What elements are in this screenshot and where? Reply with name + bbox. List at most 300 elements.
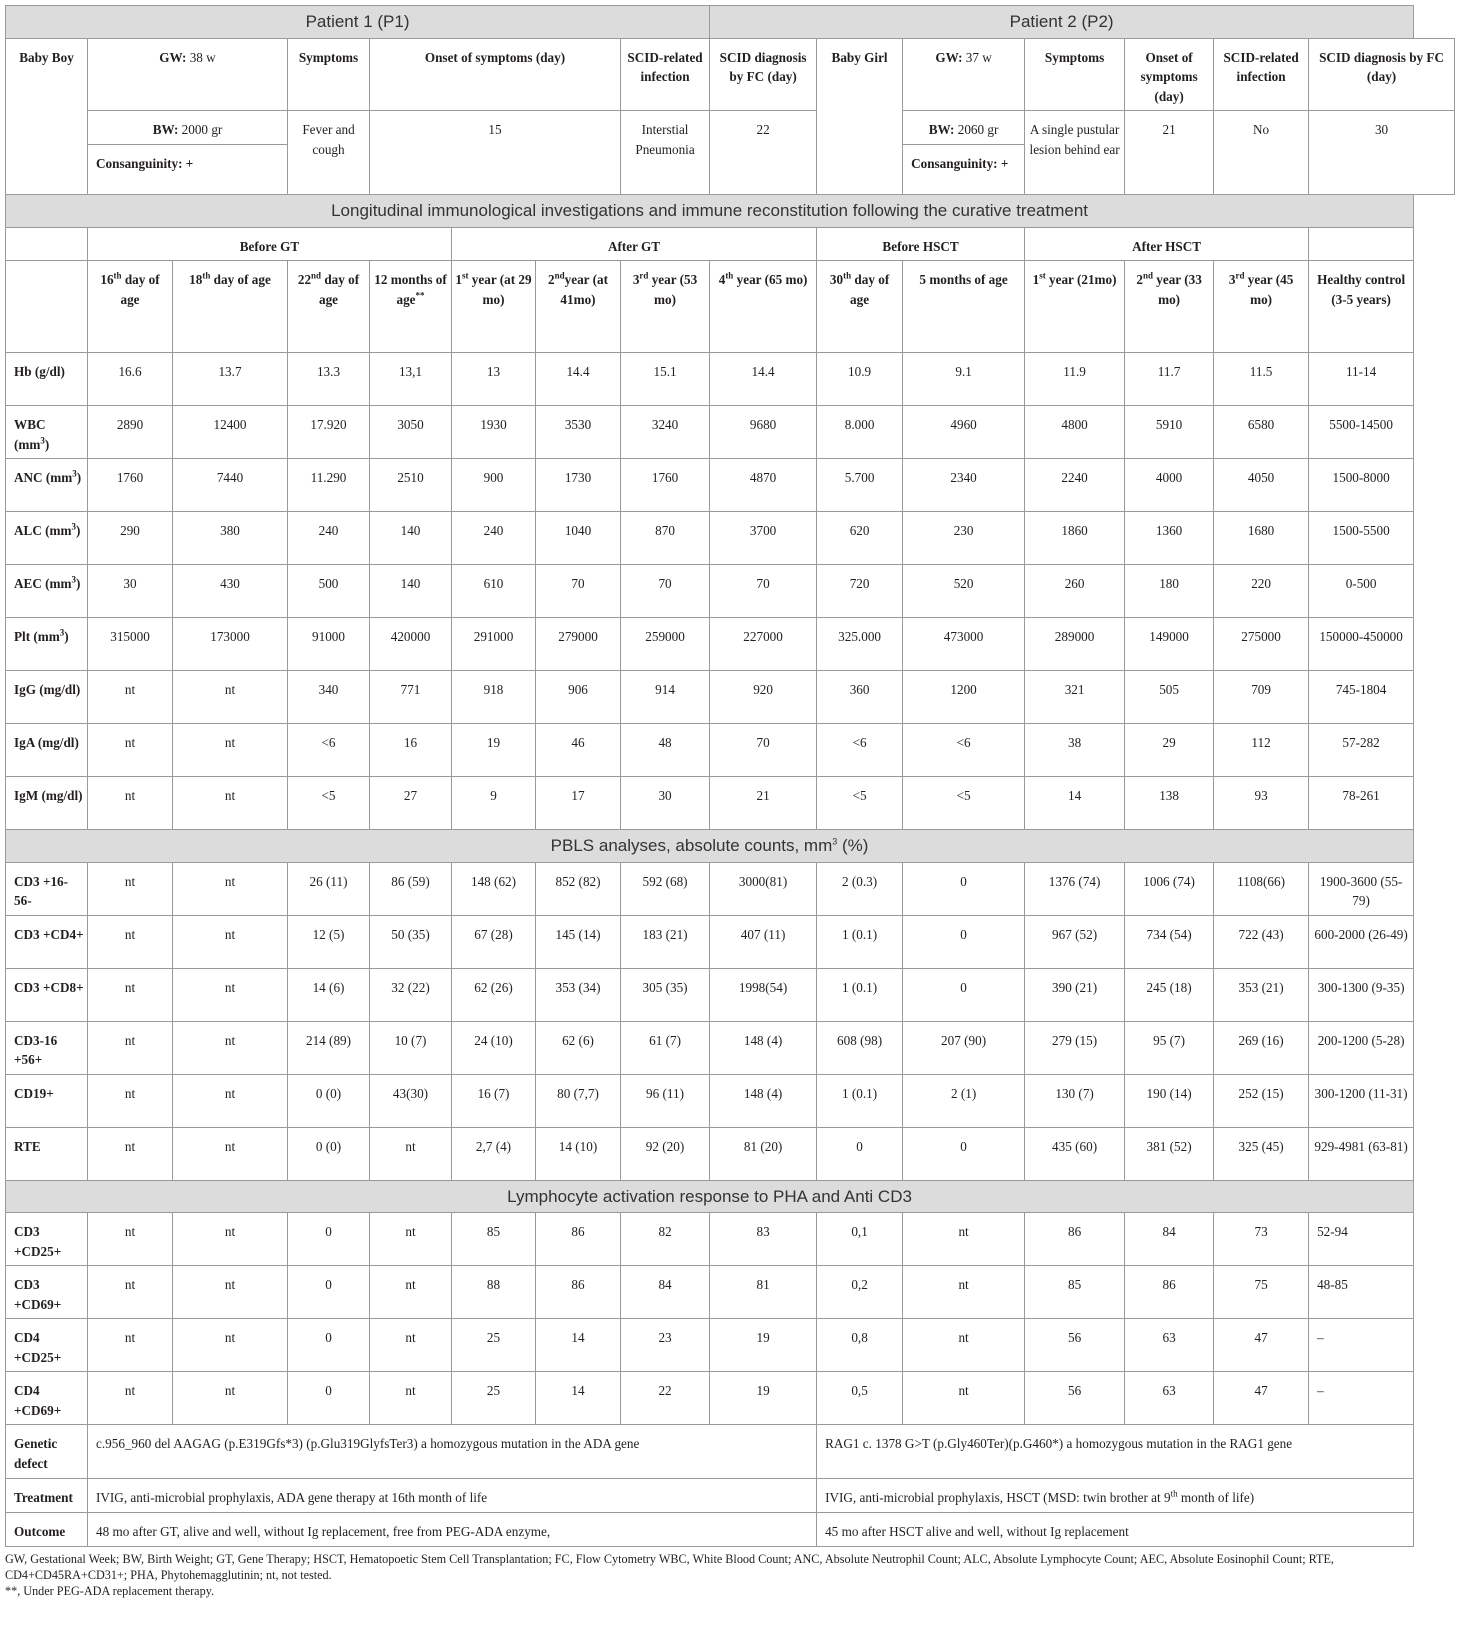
table-cell: nt — [173, 1074, 288, 1127]
table-cell: nt — [173, 1127, 288, 1180]
table-cell: nt — [88, 915, 173, 968]
table-cell: 4050 — [1214, 459, 1309, 512]
table-cell: 240 — [452, 512, 536, 565]
table-cell: 63 — [1125, 1372, 1214, 1425]
table-cell: 12400 — [173, 406, 288, 459]
table-cell: 2340 — [903, 459, 1025, 512]
lab-rows — [6, 353, 1455, 830]
table-cell: 56 — [1025, 1372, 1125, 1425]
row-label: CD3 +CD8+ — [6, 968, 88, 1021]
table-cell: 300-1200 (11-31) — [1309, 1074, 1414, 1127]
table-cell: 30 — [621, 777, 710, 830]
table-cell: 70 — [536, 565, 621, 618]
table-cell: 340 — [288, 671, 370, 724]
table-cell: 150000-450000 — [1309, 618, 1414, 671]
table-cell: 86 — [536, 1266, 621, 1319]
table-cell: 592 (68) — [621, 862, 710, 915]
p2-sex: Baby Girl — [817, 38, 903, 195]
table-cell: 920 — [710, 671, 817, 724]
treatment-p2: IVIG, anti-microbial prophylaxis, HSCT (MSD: twin brother at 9th month of life) — [817, 1479, 1414, 1513]
table-cell: 14 (10) — [536, 1127, 621, 1180]
p1-onset: 15 — [370, 111, 621, 195]
table-row — [6, 565, 1455, 618]
table-cell: 173000 — [173, 618, 288, 671]
table-cell: 148 (4) — [710, 1021, 817, 1074]
table-cell: nt — [903, 1319, 1025, 1372]
table-cell: 1500-5500 — [1309, 512, 1414, 565]
table-cell: 57-282 — [1309, 724, 1414, 777]
row-label: Hb (g/dl) — [6, 353, 88, 406]
table-cell: 967 (52) — [1025, 915, 1125, 968]
p2-infection: No — [1214, 111, 1309, 195]
table-cell: 3530 — [536, 406, 621, 459]
table-cell: 21 — [710, 777, 817, 830]
table-row — [6, 1213, 1455, 1266]
table-cell: 0,8 — [817, 1319, 903, 1372]
row-label: IgG (mg/dl) — [6, 671, 88, 724]
row-label: Plt $(mm^3)$ — [6, 618, 88, 671]
table-cell: 291000 — [452, 618, 536, 671]
table-cell: 24 (10) — [452, 1021, 536, 1074]
genetic-label: Genetic defect — [6, 1425, 88, 1479]
table-cell: 82 — [621, 1213, 710, 1266]
table-cell: 2240 — [1025, 459, 1125, 512]
table-cell: 745-1804 — [1309, 671, 1414, 724]
table-cell: nt — [173, 1319, 288, 1372]
table-cell: 85 — [1025, 1266, 1125, 1319]
table-cell: 0 (0) — [288, 1074, 370, 1127]
table-row — [6, 915, 1455, 968]
table-cell: 10 (7) — [370, 1021, 452, 1074]
table-cell: 325 (45) — [1214, 1127, 1309, 1180]
table-cell: 30 — [88, 565, 173, 618]
table-cell: 245 (18) — [1125, 968, 1214, 1021]
table-cell: 4960 — [903, 406, 1025, 459]
table-cell: 505 — [1125, 671, 1214, 724]
timepoint-10: 5 months of age — [903, 261, 1025, 353]
outcome-label: Outcome — [6, 1513, 88, 1547]
table-row — [6, 406, 1455, 459]
outcome-p2: 45 mo after HSCT alive and well, without Ig replacement — [817, 1513, 1414, 1547]
footnotes — [5, 1551, 1455, 1599]
patient-header-row — [6, 6, 1455, 39]
table-cell: 14 — [536, 1372, 621, 1425]
table-cell: nt — [173, 1372, 288, 1425]
table-cell: nt — [88, 671, 173, 724]
table-cell: nt — [370, 1372, 452, 1425]
table-cell: 390 (21) — [1025, 968, 1125, 1021]
timepoint-4: 12 months of age** — [370, 261, 452, 353]
table-cell: nt — [173, 862, 288, 915]
table-cell: 300-1300 (9-35) — [1309, 968, 1414, 1021]
patient2-header: Patient 2 (P2) — [710, 6, 1414, 39]
table-cell: 14 — [1025, 777, 1125, 830]
table-cell: 140 — [370, 565, 452, 618]
table-row — [6, 618, 1455, 671]
timepoint-2: 18th day of age — [173, 261, 288, 353]
table-cell: nt — [903, 1372, 1025, 1425]
table-cell: 47 — [1214, 1372, 1309, 1425]
p2-infection-header: SCID-related infection — [1214, 38, 1309, 111]
table-cell: 420000 — [370, 618, 452, 671]
table-cell: 11.290 — [288, 459, 370, 512]
table-cell: 353 (21) — [1214, 968, 1309, 1021]
table-cell: 353 (34) — [536, 968, 621, 1021]
table-cell: 3050 — [370, 406, 452, 459]
table-cell: 4870 — [710, 459, 817, 512]
table-cell: 88 — [452, 1266, 536, 1319]
table-cell: 11.9 — [1025, 353, 1125, 406]
table-cell: 230 — [903, 512, 1025, 565]
table-cell: 13,1 — [370, 353, 452, 406]
table-cell: 43(30) — [370, 1074, 452, 1127]
table-cell: nt — [173, 671, 288, 724]
section-longitudinal-title: Longitudinal immunological investigations and immune reconstitution following the curative treatment — [6, 195, 1414, 228]
p2-gw: GW: 37 w — [903, 38, 1025, 111]
table-cell: 0,2 — [817, 1266, 903, 1319]
row-label: WBC $(mm^3)$ — [6, 406, 88, 459]
table-cell: 3000(81) — [710, 862, 817, 915]
table-cell: 17 — [536, 777, 621, 830]
outcome-row — [6, 1513, 1455, 1547]
row-label: AEC $(mm^3)$ — [6, 565, 88, 618]
outcome-p1: 48 mo after GT, alive and well, without Ig replacement, free from PEG-ADA enzyme, — [88, 1513, 817, 1547]
table-cell: 70 — [710, 565, 817, 618]
p1-bw: BW: 2000 gr — [88, 111, 288, 145]
table-cell: 14.4 — [536, 353, 621, 406]
table-cell: 62 (26) — [452, 968, 536, 1021]
table-cell: 0,5 — [817, 1372, 903, 1425]
p1-gw: GW: 38 w — [88, 38, 288, 111]
row-label: CD4 +CD69+ — [6, 1372, 88, 1425]
treatment-row — [6, 1479, 1455, 1513]
table-cell: 1376 (74) — [1025, 862, 1125, 915]
table-cell: 9680 — [710, 406, 817, 459]
row-label: ANC $(mm^3)$ — [6, 459, 88, 512]
table-cell: 16.6 — [88, 353, 173, 406]
row-label: ALC $(mm^3)$ — [6, 512, 88, 565]
table-cell: nt — [903, 1266, 1025, 1319]
table-cell: 83 — [710, 1213, 817, 1266]
table-cell: 63 — [1125, 1319, 1214, 1372]
table-cell: 0 — [288, 1319, 370, 1372]
table-cell: 5500-14500 — [1309, 406, 1414, 459]
table-cell: 608 (98) — [817, 1021, 903, 1074]
table-cell: 0 — [288, 1213, 370, 1266]
table-row — [6, 1074, 1455, 1127]
table-cell: 1 (0.1) — [817, 968, 903, 1021]
table-cell: 275000 — [1214, 618, 1309, 671]
table-cell: 260 — [1025, 565, 1125, 618]
table-cell: 19 — [710, 1372, 817, 1425]
table-cell: 48 — [621, 724, 710, 777]
table-row — [6, 1021, 1455, 1074]
table-cell: 929-4981 (63-81) — [1309, 1127, 1414, 1180]
table-cell: 227000 — [710, 618, 817, 671]
table-cell: 38 — [1025, 724, 1125, 777]
table-cell: 500 — [288, 565, 370, 618]
table-cell: 214 (89) — [288, 1021, 370, 1074]
table-cell: 1040 — [536, 512, 621, 565]
table-cell: 22 — [621, 1372, 710, 1425]
row-label: IgA (mg/dl) — [6, 724, 88, 777]
treatment-label: Treatment — [6, 1479, 88, 1513]
table-cell: 1760 — [88, 459, 173, 512]
table-cell: 25 — [452, 1372, 536, 1425]
results-table — [5, 5, 1455, 1547]
section-pbls — [6, 830, 1455, 863]
table-cell: nt — [370, 1266, 452, 1319]
table-cell: 138 — [1125, 777, 1214, 830]
timepoint-12: 2nd year (33 mo) — [1125, 261, 1214, 353]
table-cell: 11-14 — [1309, 353, 1414, 406]
table-cell: 435 (60) — [1025, 1127, 1125, 1180]
table-row — [6, 459, 1455, 512]
row-label: RTE — [6, 1127, 88, 1180]
table-cell: 29 — [1125, 724, 1214, 777]
footnote-abbreviations: GW, Gestational Week; BW, Birth Weight; GT, Gene Therapy; HSCT, Hematopoetic Stem Cell Transplantation; FC, Flow Cytometry WBC, White Blood Count; ANC, Absolute Neutrophil Count; ALC, Absolute Lymphocyte Count; AEC, Absolute Eosinophil Count; RTE, CD4+CD45RA+CD31+; PHA, Phytohemagglutinin; nt, not tested. — [5, 1552, 1334, 1582]
table-cell: 906 — [536, 671, 621, 724]
table-cell: 48-85 — [1309, 1266, 1414, 1319]
table-cell: 620 — [817, 512, 903, 565]
table-cell: 5.700 — [817, 459, 903, 512]
table-cell: <5 — [288, 777, 370, 830]
table-cell: 8.000 — [817, 406, 903, 459]
table-cell: 200-1200 (5-28) — [1309, 1021, 1414, 1074]
table-cell: 0 — [903, 1127, 1025, 1180]
table-cell: 86 — [536, 1213, 621, 1266]
table-cell: 27 — [370, 777, 452, 830]
genetic-row — [6, 1425, 1455, 1479]
table-cell: nt — [370, 1213, 452, 1266]
table-cell: 380 — [173, 512, 288, 565]
table-cell: 1500-8000 — [1309, 459, 1414, 512]
table-cell: 2,7 (4) — [452, 1127, 536, 1180]
table-cell: 289000 — [1025, 618, 1125, 671]
table-cell: 11.5 — [1214, 353, 1309, 406]
p2-diagnosis-header: SCID diagnosis by FC (day) — [1309, 38, 1455, 111]
table-cell: 0 — [288, 1372, 370, 1425]
table-cell: 1680 — [1214, 512, 1309, 565]
table-cell: 259000 — [621, 618, 710, 671]
table-cell: 315000 — [88, 618, 173, 671]
table-cell: 46 — [536, 724, 621, 777]
table-cell: 9.1 — [903, 353, 1025, 406]
group-after-hsct: After HSCT — [1025, 227, 1309, 261]
table-cell: 16 (7) — [452, 1074, 536, 1127]
table-cell: 9 — [452, 777, 536, 830]
table-cell: 86 — [1025, 1213, 1125, 1266]
table-cell: 0-500 — [1309, 565, 1414, 618]
row-label: CD3 +16-56- — [6, 862, 88, 915]
p1-diagnosis: 22 — [710, 111, 817, 195]
table-cell: 52-94 — [1309, 1213, 1414, 1266]
table-cell: 67 (28) — [452, 915, 536, 968]
table-row — [6, 724, 1455, 777]
table-cell: 190 (14) — [1125, 1074, 1214, 1127]
table-cell: 269 (16) — [1214, 1021, 1309, 1074]
table-cell: 1360 — [1125, 512, 1214, 565]
table-cell: 7440 — [173, 459, 288, 512]
table-row — [6, 1266, 1455, 1319]
table-cell: 32 (22) — [370, 968, 452, 1021]
table-cell: 14 (6) — [288, 968, 370, 1021]
p1-infection: Interstial Pneumonia — [621, 111, 710, 195]
table-cell: 1 (0.1) — [817, 915, 903, 968]
table-cell: 1730 — [536, 459, 621, 512]
table-cell: nt — [88, 1074, 173, 1127]
table-cell: 0 (0) — [288, 1127, 370, 1180]
row-label: CD19+ — [6, 1074, 88, 1127]
p1-sex: Baby Boy — [6, 38, 88, 195]
timepoint-6: 2ndyear (at 41mo) — [536, 261, 621, 353]
table-cell: 1900-3600 (55-79) — [1309, 862, 1414, 915]
timepoint-7: 3rd year (53 mo) — [621, 261, 710, 353]
table-cell: 86 (59) — [370, 862, 452, 915]
demographics-values-row — [6, 111, 1455, 145]
p1-symptoms: Fever and cough — [288, 111, 370, 195]
table-cell: 26 (11) — [288, 862, 370, 915]
p1-onset-header: Onset of symptoms (day) — [370, 38, 621, 111]
table-cell: 25 — [452, 1319, 536, 1372]
table-cell: 148 (4) — [710, 1074, 817, 1127]
table-row — [6, 1127, 1455, 1180]
table-cell: 95 (7) — [1125, 1021, 1214, 1074]
timepoint-8: 4th year (65 mo) — [710, 261, 817, 353]
p1-consanguinity: Consanguinity: + — [88, 145, 288, 195]
table-cell: 1998(54) — [710, 968, 817, 1021]
table-cell: nt — [173, 968, 288, 1021]
table-cell: 610 — [452, 565, 536, 618]
table-cell: nt — [370, 1319, 452, 1372]
table-cell: 279 (15) — [1025, 1021, 1125, 1074]
genetic-p2: RAG1 c. 1378 G>T (p.Gly460Ter)(p.G460*) a homozygous mutation in the RAG1 gene — [817, 1425, 1414, 1479]
footnote-peg-ada: **, Under PEG-ADA replacement therapy. — [5, 1584, 215, 1598]
table-cell: 4000 — [1125, 459, 1214, 512]
table-cell: 80 (7,7) — [536, 1074, 621, 1127]
p1-symptoms-header: Symptoms — [288, 38, 370, 111]
table-cell: 70 — [621, 565, 710, 618]
table-cell: 0,1 — [817, 1213, 903, 1266]
table-row — [6, 671, 1455, 724]
table-cell: 148 (62) — [452, 862, 536, 915]
table-cell: 3700 — [710, 512, 817, 565]
patient1-header: Patient 1 (P1) — [6, 6, 710, 39]
table-cell: 3240 — [621, 406, 710, 459]
table-cell: nt — [173, 724, 288, 777]
table-cell: nt — [370, 1127, 452, 1180]
table-cell: 180 — [1125, 565, 1214, 618]
table-cell: 430 — [173, 565, 288, 618]
group-spacer — [6, 227, 88, 261]
table-cell: – — [1309, 1372, 1414, 1425]
row-label: CD3 +CD25+ — [6, 1213, 88, 1266]
section-lymph-title: Lymphocyte activation response to PHA and Anti CD3 — [6, 1180, 1414, 1213]
table-cell: <5 — [817, 777, 903, 830]
table-cell: 1108(66) — [1214, 862, 1309, 915]
timepoint-spacer — [6, 261, 88, 353]
table-cell: <6 — [288, 724, 370, 777]
table-cell: 2890 — [88, 406, 173, 459]
table-row — [6, 862, 1455, 915]
row-label: CD4 +CD25+ — [6, 1319, 88, 1372]
table-cell: 17.920 — [288, 406, 370, 459]
table-cell: 91000 — [288, 618, 370, 671]
table-cell: nt — [88, 1266, 173, 1319]
row-label: IgM (mg/dl) — [6, 777, 88, 830]
p1-infection-header: SCID-related infection — [621, 38, 710, 111]
table-cell: 149000 — [1125, 618, 1214, 671]
table-cell: 0 — [817, 1127, 903, 1180]
table-cell: 1760 — [621, 459, 710, 512]
table-cell: 722 (43) — [1214, 915, 1309, 968]
table-cell: 145 (14) — [536, 915, 621, 968]
table-cell: 870 — [621, 512, 710, 565]
group-after-gt: After GT — [452, 227, 817, 261]
timepoint-row — [6, 261, 1455, 353]
row-label: CD3 +CD69+ — [6, 1266, 88, 1319]
table-row — [6, 968, 1455, 1021]
table-cell: 73 — [1214, 1213, 1309, 1266]
table-cell: nt — [88, 968, 173, 1021]
pbls-rows — [6, 862, 1455, 1180]
table-cell: 2 (1) — [903, 1074, 1025, 1127]
table-cell: 4800 — [1025, 406, 1125, 459]
table-row — [6, 777, 1455, 830]
group-header-row — [6, 227, 1455, 261]
table-cell: 240 — [288, 512, 370, 565]
timepoint-13: 3rd year (45 mo) — [1214, 261, 1309, 353]
table-cell: 81 — [710, 1266, 817, 1319]
table-cell: 771 — [370, 671, 452, 724]
p1-diagnosis-header: SCID diagnosis by FC (day) — [710, 38, 817, 111]
table-cell: nt — [88, 862, 173, 915]
table-row — [6, 512, 1455, 565]
timepoint-1: 16th day of age — [88, 261, 173, 353]
p2-diagnosis: 30 — [1309, 111, 1455, 195]
table-cell: 6580 — [1214, 406, 1309, 459]
table-cell: 16 — [370, 724, 452, 777]
table-cell: 75 — [1214, 1266, 1309, 1319]
timepoint-11: 1st year (21mo) — [1025, 261, 1125, 353]
table-cell: <6 — [903, 724, 1025, 777]
row-label: CD3-16 +56+ — [6, 1021, 88, 1074]
p2-symptoms-header: Symptoms — [1025, 38, 1125, 111]
table-cell: 520 — [903, 565, 1025, 618]
table-cell: 10.9 — [817, 353, 903, 406]
table-cell: nt — [173, 1266, 288, 1319]
table-cell: 2 (0.3) — [817, 862, 903, 915]
table-cell: 360 — [817, 671, 903, 724]
demographics-header-row — [6, 38, 1455, 111]
table-cell: 852 (82) — [536, 862, 621, 915]
table-cell: 93 — [1214, 777, 1309, 830]
table-cell: 14.4 — [710, 353, 817, 406]
table-cell: 47 — [1214, 1319, 1309, 1372]
table-cell: nt — [173, 1021, 288, 1074]
table-cell: 62 (6) — [536, 1021, 621, 1074]
table-cell: 900 — [452, 459, 536, 512]
table-cell: 86 — [1125, 1266, 1214, 1319]
table-cell: 23 — [621, 1319, 710, 1372]
table-cell: 2510 — [370, 459, 452, 512]
timepoint-3: 22nd day of age — [288, 261, 370, 353]
table-cell: nt — [88, 1021, 173, 1074]
table-cell: <5 — [903, 777, 1025, 830]
table-cell: 381 (52) — [1125, 1127, 1214, 1180]
table-cell: nt — [903, 1213, 1025, 1266]
timepoint-9: 30th day of age — [817, 261, 903, 353]
